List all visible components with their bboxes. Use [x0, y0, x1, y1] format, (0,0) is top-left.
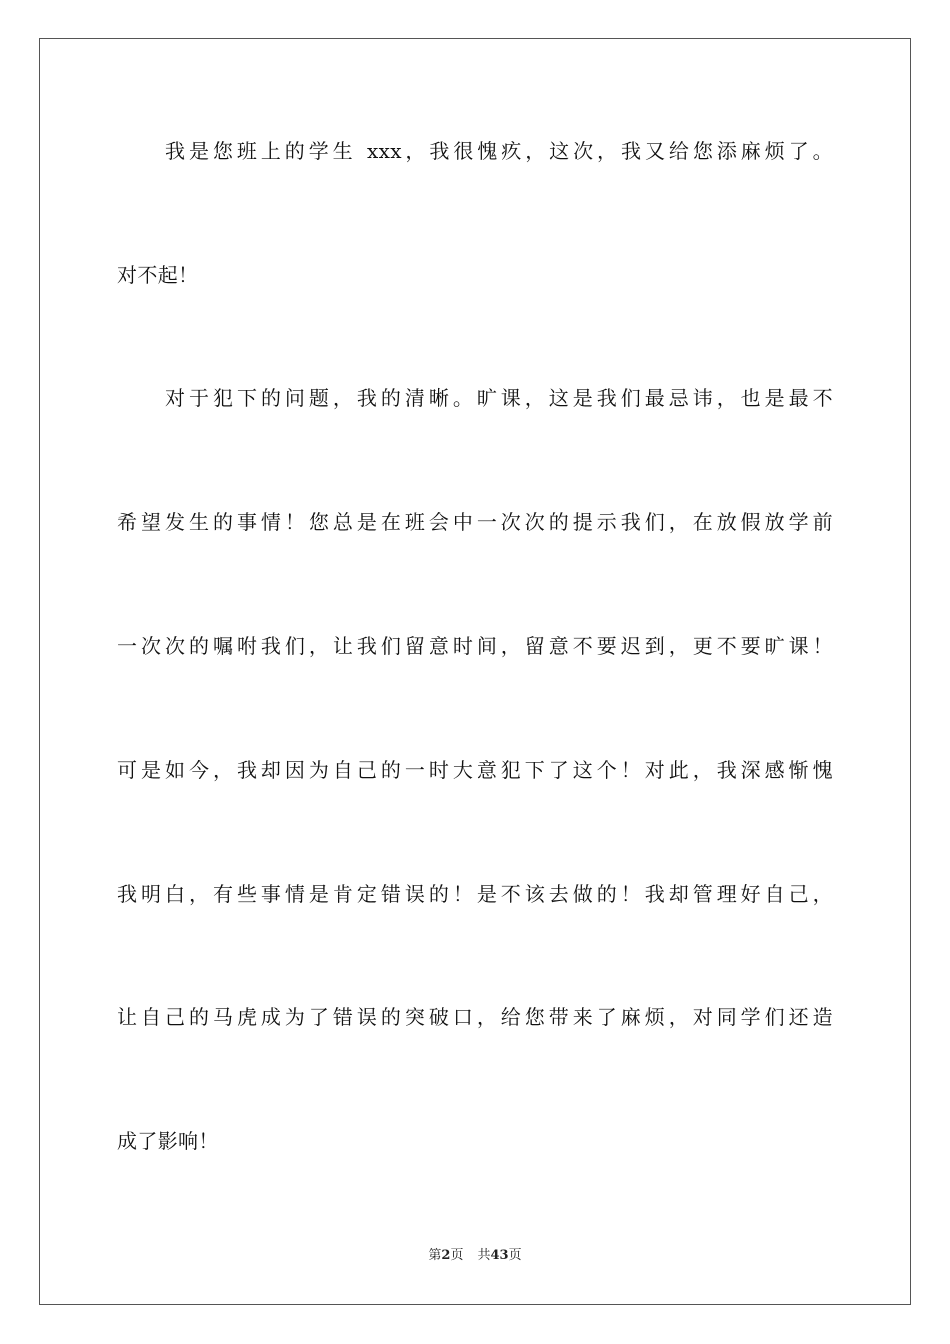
page-border [39, 38, 911, 1305]
text-line-6: 可是如今，我却因为自己的一时大意犯下了这个！对此，我深感惭愧 [117, 758, 833, 782]
text-line-2: 对不起！ [117, 263, 199, 287]
text-line-9: 成了影响！ [117, 1129, 219, 1153]
page-number: 2 [441, 1248, 451, 1263]
text-line-7: 我明白，有些事情是肯定错误的！是不该去做的！我却管理好自己， [117, 882, 833, 906]
text-line-1: 我是您班上的学生 xxx，我很愧疚，这次，我又给您添麻烦了。 [165, 139, 833, 163]
text-line-8: 让自己的马虎成为了错误的突破口，给您带来了麻烦，对同学们还造 [117, 1005, 833, 1029]
page-label-prefix: 第 [428, 1248, 442, 1263]
total-label-prefix: 共 [477, 1248, 491, 1263]
total-pages: 43 [490, 1248, 509, 1263]
total-label-suffix: 页 [508, 1248, 522, 1263]
text-line-5: 一次次的嘱咐我们，让我们留意时间，留意不要迟到，更不要旷课！ [117, 634, 833, 658]
page-label-suffix: 页 [450, 1248, 464, 1263]
page-footer [0, 1247, 950, 1265]
text-line-4: 希望发生的事情！您总是在班会中一次次的提示我们，在放假放学前 [117, 510, 833, 534]
text-line-3: 对于犯下的问题，我的清晰。旷课，这是我们最忌讳，也是最不 [165, 386, 833, 410]
